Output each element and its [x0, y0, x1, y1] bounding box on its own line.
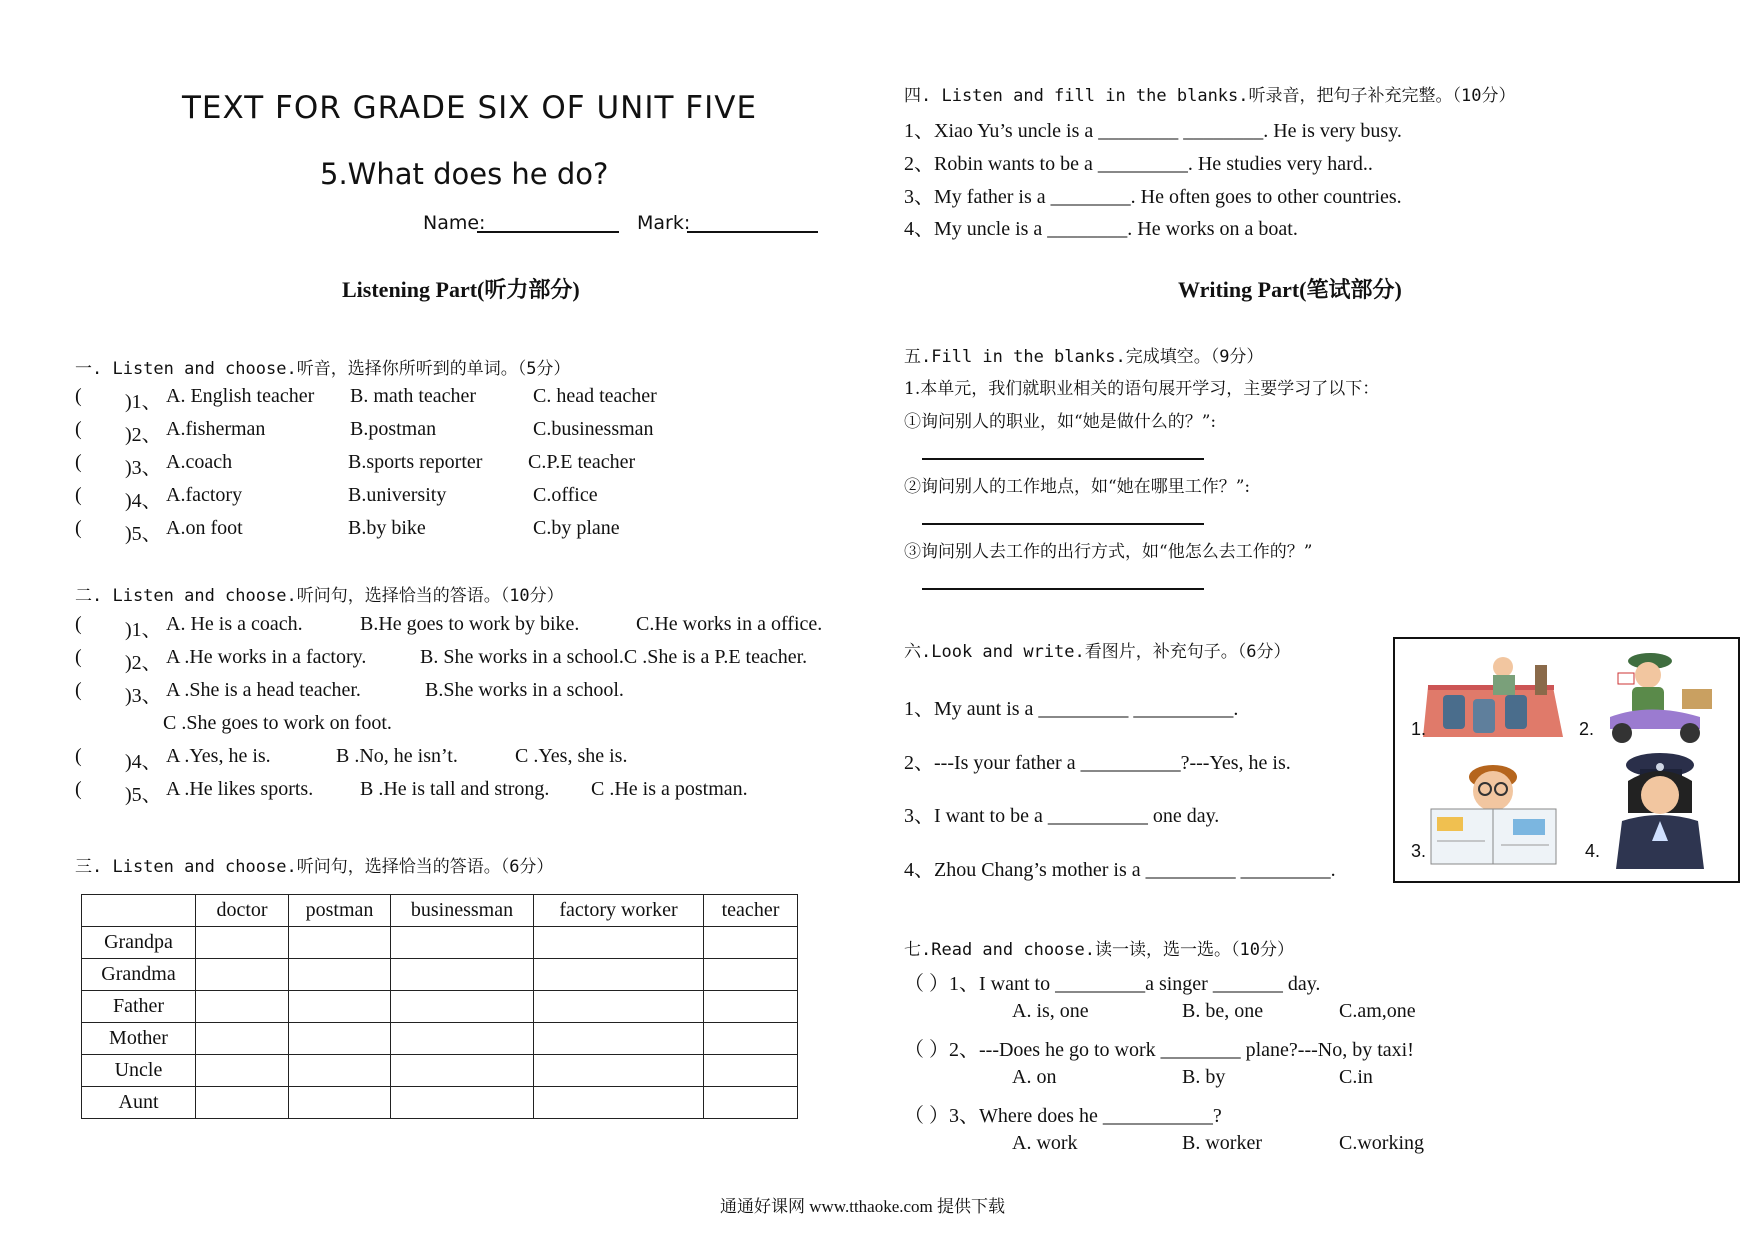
question: （ ）2、---Does he go to work ________ plane?---No, by taxi!: [904, 1039, 1414, 1061]
question: （ ）3、Where does he ___________?: [904, 1105, 1222, 1127]
table-row: [82, 927, 798, 959]
page-subtitle: 5.What does he do?: [320, 157, 609, 191]
option-b: B.by bike: [348, 517, 426, 539]
option-a: A. He is a coach.: [166, 613, 303, 635]
mark-label: Mark:: [637, 212, 691, 234]
question-number: )1、: [125, 619, 162, 641]
option-b: B.She works in a school.: [425, 679, 624, 701]
mark-blank: [687, 231, 818, 233]
option-a: A.fisherman: [166, 418, 266, 440]
answer-line: [922, 523, 1204, 525]
prompt-transport: ③询问别人去工作的出行方式，如“他怎么去工作的？”: [904, 542, 1313, 562]
option-c: C.office: [533, 484, 598, 506]
option-b: B. be, one: [1182, 1000, 1264, 1022]
table-row: [82, 1023, 798, 1055]
question-number: )4、: [125, 751, 162, 773]
section-4-heading: 四. Listen and fill in the blanks.听录音，把句子补充完整。（10分）: [904, 86, 1516, 106]
answer-cell[interactable]: [391, 927, 534, 959]
answer-cell[interactable]: [534, 991, 704, 1023]
option-c: C. head teacher: [533, 385, 657, 407]
column-header: businessman: [391, 895, 534, 927]
answer-cell[interactable]: [391, 959, 534, 991]
pictures-box: [1393, 637, 1740, 883]
paren: (: [75, 418, 82, 440]
option-c: C.by plane: [533, 517, 620, 539]
answer-line: [922, 588, 1204, 590]
option-a: A. work: [1012, 1132, 1078, 1154]
answer-cell[interactable]: [534, 959, 704, 991]
option-b: B. by: [1182, 1066, 1226, 1088]
option-c: C .He is a postman.: [591, 778, 748, 800]
row-header: Mother: [82, 1023, 196, 1055]
answer-cell[interactable]: [391, 1087, 534, 1119]
option-a: A .She is a head teacher.: [166, 679, 361, 701]
option-a: A .Yes, he is.: [166, 745, 271, 767]
paren: (: [75, 778, 82, 800]
option-c: C .Yes, she is.: [515, 745, 628, 767]
paren: (: [75, 613, 82, 635]
option-a: A .He likes sports.: [166, 778, 314, 800]
option-a: A.coach: [166, 451, 233, 473]
column-header: postman: [289, 895, 391, 927]
answer-line: [922, 458, 1204, 460]
answer-cell[interactable]: [704, 927, 798, 959]
table-row: [82, 959, 798, 991]
fill-sentence: 4、Zhou Chang’s mother is a _________ _________.: [904, 859, 1336, 881]
footer-credit: 通通好课网 www.tthaoke.com 提供下载: [720, 1197, 1006, 1216]
page-title: TEXT FOR GRADE SIX OF UNIT FIVE: [182, 90, 758, 126]
answer-cell[interactable]: [534, 1087, 704, 1119]
picture-label: 1.: [1411, 719, 1427, 739]
answer-cell[interactable]: [391, 991, 534, 1023]
option-a: A .He works in a factory.: [166, 646, 367, 668]
fill-sentence: 3、I want to be a __________ one day.: [904, 805, 1220, 827]
paren: (: [75, 646, 82, 668]
name-blank: [477, 231, 619, 233]
table-header-corner: [82, 895, 196, 927]
answer-cell[interactable]: [704, 959, 798, 991]
question-number: )3、: [125, 685, 162, 707]
picture-label: 4.: [1585, 841, 1601, 861]
option-c: C.am,one: [1339, 1000, 1416, 1022]
answer-cell[interactable]: [391, 1023, 534, 1055]
fill-sentence: 1、Xiao Yu’s uncle is a ________ ________. He is very busy.: [904, 120, 1402, 142]
column-header: factory worker: [534, 895, 704, 927]
family-job-table: [81, 894, 798, 1119]
option-c: C.in: [1339, 1066, 1373, 1088]
option-b: B .He is tall and strong.: [360, 778, 550, 800]
option-b: B. math teacher: [350, 385, 477, 407]
answer-cell[interactable]: [534, 927, 704, 959]
option-c: C.He works in a office.: [636, 613, 823, 635]
paren: (: [75, 679, 82, 701]
section-1-heading: 一. Listen and choose.听音，选择你所听到的单词。（5分）: [75, 359, 571, 379]
row-header: Aunt: [82, 1087, 196, 1119]
option-b: B. worker: [1182, 1132, 1262, 1154]
option-b: B.He goes to work by bike.: [360, 613, 580, 635]
picture-label: 2.: [1579, 719, 1595, 739]
answer-cell[interactable]: [289, 1023, 391, 1055]
answer-cell[interactable]: [289, 1087, 391, 1119]
writing-part-heading: Writing Part(笔试部分): [1178, 277, 1402, 302]
answer-cell[interactable]: [289, 959, 391, 991]
answer-cell[interactable]: [289, 927, 391, 959]
answer-cell[interactable]: [196, 991, 289, 1023]
answer-cell[interactable]: [391, 1055, 534, 1087]
answer-cell[interactable]: [704, 1023, 798, 1055]
fill-sentence: 2、Robin wants to be a _________. He studies very hard..: [904, 153, 1373, 175]
reporter-picture: [1423, 757, 1568, 867]
postman-picture: [1590, 647, 1732, 747]
name-label: Name:: [423, 212, 486, 234]
option-a: A.on foot: [166, 517, 243, 539]
paren: (: [75, 517, 82, 539]
answer-cell[interactable]: [196, 1023, 289, 1055]
row-header: Uncle: [82, 1055, 196, 1087]
section-2-heading: 二. Listen and choose.听问句，选择恰当的答语。（10分）: [75, 586, 564, 606]
answer-cell[interactable]: [704, 1055, 798, 1087]
option-b: B.university: [348, 484, 447, 506]
answer-cell[interactable]: [196, 927, 289, 959]
answer-cell[interactable]: [289, 1055, 391, 1087]
row-header: Grandma: [82, 959, 196, 991]
question-number: )2、: [125, 424, 162, 446]
option-c: C.P.E teacher: [528, 451, 636, 473]
answer-cell[interactable]: [196, 1087, 289, 1119]
answer-cell[interactable]: [289, 991, 391, 1023]
section-6-heading: 六.Look and write.看图片，补充句子。（6分）: [904, 642, 1291, 662]
prompt-workplace: ②询问别人的工作地点，如“她在哪里工作？”:: [904, 477, 1251, 497]
answer-cell[interactable]: [534, 1055, 704, 1087]
option-c: C .She goes to work on foot.: [163, 712, 392, 734]
question-number: )2、: [125, 652, 162, 674]
listening-part-heading: Listening Part(听力部分): [342, 277, 580, 302]
option-a: A. English teacher: [166, 385, 315, 407]
option-c: C.businessman: [533, 418, 654, 440]
table-row: [82, 1055, 798, 1087]
column-header: doctor: [196, 895, 289, 927]
column-header: teacher: [704, 895, 798, 927]
fill-sentence: 3、My father is a ________. He often goes to other countries.: [904, 186, 1402, 208]
option-c: C.working: [1339, 1132, 1424, 1154]
paren: (: [75, 745, 82, 767]
option-b: B.sports reporter: [348, 451, 483, 473]
picture-label: 3.: [1411, 841, 1427, 861]
option-a: A. on: [1012, 1066, 1057, 1088]
paren: (: [75, 451, 82, 473]
question-number: )5、: [125, 784, 162, 806]
section-7-heading: 七.Read and choose.读一读，选一选。（10分）: [904, 940, 1294, 960]
answer-cell[interactable]: [704, 1087, 798, 1119]
answer-cell[interactable]: [196, 1055, 289, 1087]
section-3-heading: 三. Listen and choose.听问句，选择恰当的答语。（6分）: [75, 857, 554, 877]
question-number: )1、: [125, 391, 162, 413]
paren: (: [75, 385, 82, 407]
section-5-heading: 五.Fill in the blanks.完成填空。（9分）: [904, 347, 1264, 367]
option-b: B.postman: [350, 418, 437, 440]
table-header-row: [82, 895, 798, 927]
factory-worker-picture: [1423, 647, 1565, 747]
section-5-intro: 1.本单元，我们就职业相关的语句展开学习，主要学习了以下：: [904, 379, 1380, 399]
answer-cell[interactable]: [534, 1023, 704, 1055]
prompt-occupation: ①询问别人的职业，如“她是做什么的？”:: [904, 412, 1217, 432]
question-number: )4、: [125, 490, 162, 512]
policewoman-picture: [1600, 751, 1725, 869]
question-number: )3、: [125, 457, 162, 479]
fill-sentence: 1、My aunt is a _________ __________.: [904, 698, 1239, 720]
table-row: [82, 1087, 798, 1119]
option-b: B .No, he isn’t.: [336, 745, 458, 767]
answer-cell[interactable]: [196, 959, 289, 991]
fill-sentence: 4、My uncle is a ________. He works on a boat.: [904, 218, 1298, 240]
option-b: B. She works in a school.C .She is a P.E teacher.: [420, 646, 808, 668]
paren: (: [75, 484, 82, 506]
table-row: [82, 991, 798, 1023]
question-number: )5、: [125, 523, 162, 545]
answer-cell[interactable]: [704, 991, 798, 1023]
question: （ ）1、I want to _________a singer _______ day.: [904, 973, 1321, 995]
option-a: A.factory: [166, 484, 243, 506]
row-header: Father: [82, 991, 196, 1023]
row-header: Grandpa: [82, 927, 196, 959]
option-a: A. is, one: [1012, 1000, 1089, 1022]
fill-sentence: 2、---Is your father a __________?---Yes, he is.: [904, 752, 1291, 774]
